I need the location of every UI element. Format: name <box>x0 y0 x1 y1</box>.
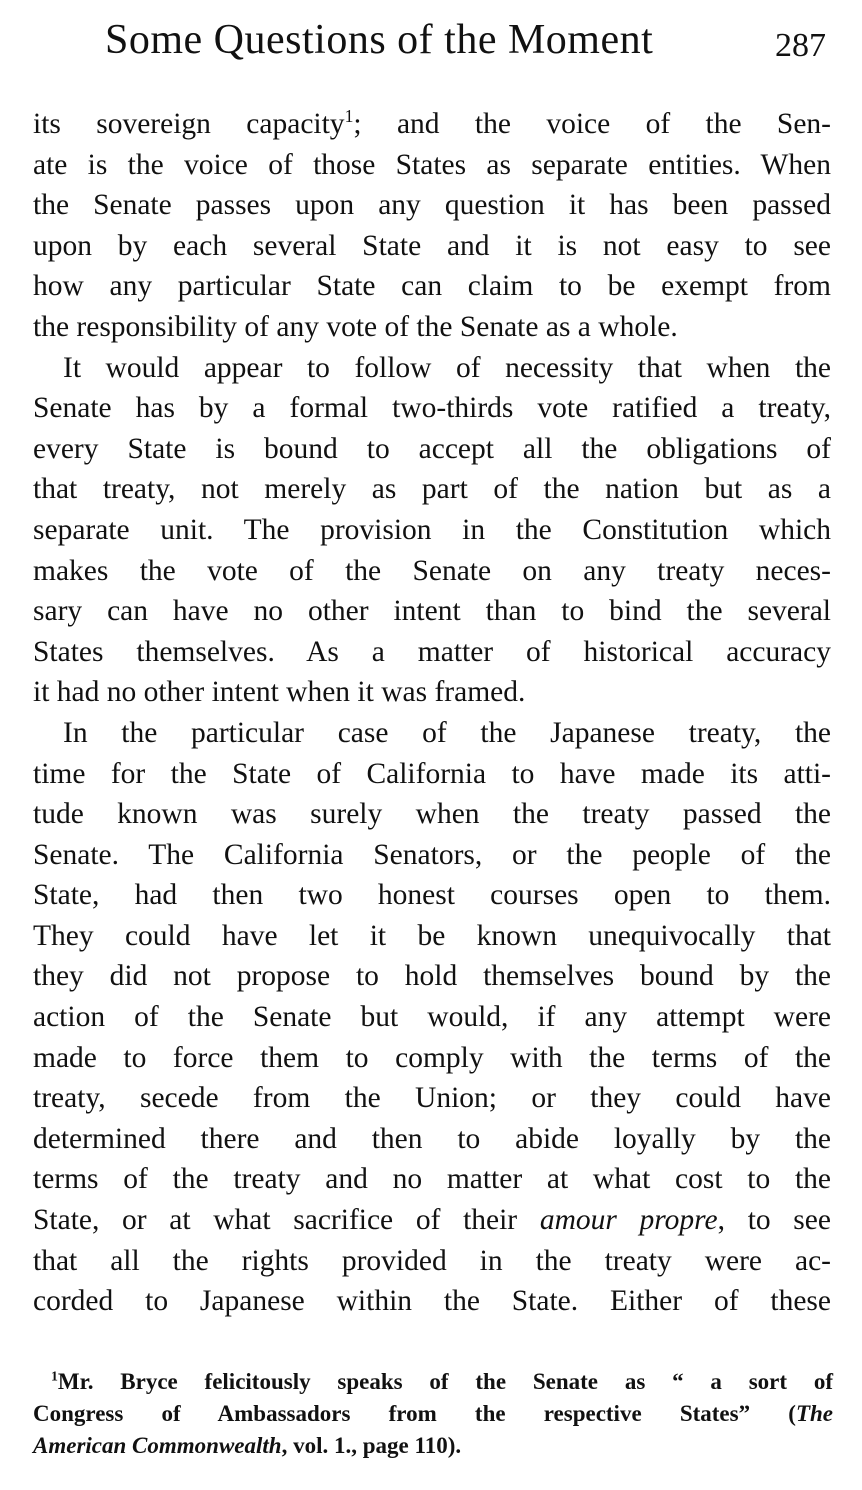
page-header <box>0 14 862 66</box>
text-line: corded to Japanese within the State. Either of these <box>33 1285 831 1318</box>
text-line: treaty, secede from the Union; or they could have <box>33 1082 831 1115</box>
footnote-line: American Commonwealth, vol. 1., page 110). <box>33 1433 462 1458</box>
text-line: makes the vote of the Senate on any treaty neces- <box>33 554 831 587</box>
text-line: that treaty, not merely as part of the nation but as a <box>33 473 831 506</box>
page-number: 287 <box>775 27 826 64</box>
footnote-line: $^1$Mr. Bryce felicitously speaks of the Senate as “ a sort of <box>51 1368 833 1394</box>
text-line: In the particular case of the Japanese treaty, the <box>63 716 831 749</box>
text-line: how any particular State can claim to be exempt from <box>33 270 831 303</box>
text-line: that all the rights provided in the treaty were ac- <box>33 1244 831 1277</box>
text-line: made to force them to comply with the terms of the <box>33 1041 831 1074</box>
text-line: State, or at what sacrifice of their amour propre, to see <box>33 1204 831 1237</box>
running-title: Some Questions of the Moment <box>105 17 654 63</box>
text-line: the responsibility of any vote of the Senate as a whole. <box>33 310 678 343</box>
text-line: tude known was surely when the treaty passed the <box>33 798 831 831</box>
text-line: it had no other intent when it was framed. <box>33 676 526 709</box>
text-line: they did not propose to hold themselves bound by the <box>33 960 831 993</box>
text-line: It would appear to follow of necessity that when the <box>63 351 831 384</box>
text-line: terms of the treaty and no matter at what cost to the <box>33 1163 831 1196</box>
text-line: State, had then two honest courses open to them. <box>33 879 831 912</box>
footnote-line: Congress of Ambassadors from the respective States” (The <box>33 1401 833 1426</box>
text-line: every State is bound to accept all the obligations of <box>33 432 831 465</box>
body-text <box>33 104 831 1322</box>
text-line: action of the Senate but would, if any attempt were <box>33 1001 831 1034</box>
text-line: They could have let it be known unequivocally that <box>33 919 831 952</box>
text-line: ate is the voice of those States as separate entities. When <box>33 148 831 181</box>
text-line: Senate. The California Senators, or the people of the <box>33 838 831 871</box>
text-line: the Senate passes upon any question it has been passed <box>33 189 831 222</box>
text-line: separate unit. The provision in the Constitution which <box>33 513 831 546</box>
footnote-marker: 1 <box>344 106 354 127</box>
text-line: Senate has by a formal two-thirds vote ratified a treaty, <box>33 392 831 425</box>
text-line: determined there and then to abide loyally by the <box>33 1122 831 1155</box>
text-line: upon by each several State and it is not easy to see <box>33 229 831 262</box>
footnote <box>33 1366 833 1462</box>
footnote-marker: 1 <box>51 1368 58 1384</box>
text-line: its sovereign capacity$^1$; and the voice of the Sen- <box>33 106 831 140</box>
text-line: sary can have no other intent than to bind the several <box>33 595 831 628</box>
text-line: States themselves. As a matter of historical accuracy <box>33 635 831 668</box>
italic-phrase: amour propre <box>539 1204 718 1237</box>
text-line: time for the State of California to have made its atti- <box>33 757 831 790</box>
